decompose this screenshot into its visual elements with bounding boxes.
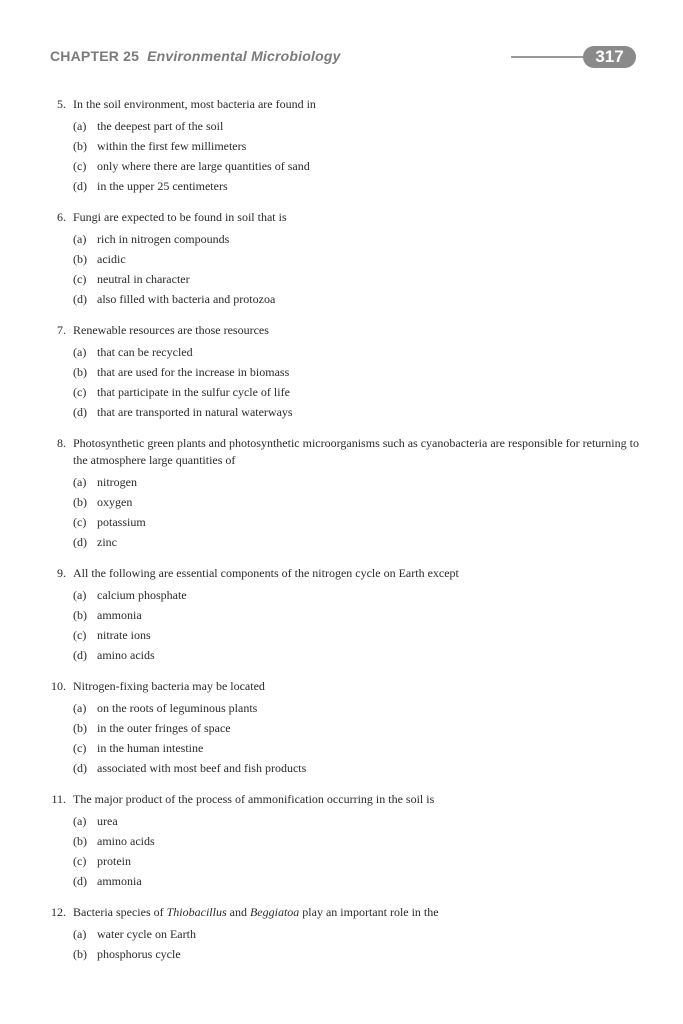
question-number: 10. bbox=[51, 679, 66, 693]
question-11 bbox=[0, 791, 683, 891]
option-item bbox=[0, 176, 683, 196]
option-item bbox=[0, 512, 683, 532]
option-letter: (b) bbox=[73, 721, 87, 735]
question-number: 7. bbox=[57, 323, 66, 337]
option-item bbox=[0, 402, 683, 422]
option-letter: (d) bbox=[73, 535, 87, 549]
question-number: 6. bbox=[57, 210, 66, 224]
option-letter: (a) bbox=[73, 345, 87, 359]
option-text: that participate in the sulfur cycle of life bbox=[97, 385, 290, 399]
question-number: 9. bbox=[57, 566, 66, 580]
chapter-label: CHAPTER 25 bbox=[50, 48, 140, 64]
option-list bbox=[0, 698, 683, 778]
option-item bbox=[0, 738, 683, 758]
option-item bbox=[0, 758, 683, 778]
option-letter: (c) bbox=[73, 628, 87, 642]
option-item bbox=[0, 831, 683, 851]
option-item bbox=[0, 585, 683, 605]
running-head bbox=[50, 48, 341, 64]
question-8 bbox=[0, 435, 683, 552]
option-letter: (a) bbox=[73, 475, 87, 489]
option-letter: (b) bbox=[73, 365, 87, 379]
option-letter: (c) bbox=[73, 385, 87, 399]
option-letter: (b) bbox=[73, 252, 87, 266]
option-text: ammonia bbox=[97, 874, 142, 888]
option-text: phosphorus cycle bbox=[97, 947, 181, 961]
option-item bbox=[0, 289, 683, 309]
option-letter: (a) bbox=[73, 119, 87, 133]
question-9 bbox=[0, 565, 683, 665]
question-stem: Fungi are expected to be found in soil that is bbox=[73, 210, 287, 224]
option-letter: (d) bbox=[73, 648, 87, 662]
stem-text: and bbox=[226, 905, 250, 919]
option-text: calcium phosphate bbox=[97, 588, 187, 602]
option-item bbox=[0, 924, 683, 944]
option-letter: (c) bbox=[73, 515, 87, 529]
option-letter: (c) bbox=[73, 741, 87, 755]
option-item bbox=[0, 362, 683, 382]
option-item bbox=[0, 136, 683, 156]
option-item bbox=[0, 249, 683, 269]
option-letter: (a) bbox=[73, 701, 87, 715]
option-list bbox=[0, 229, 683, 309]
question-12 bbox=[0, 904, 683, 964]
option-item bbox=[0, 605, 683, 625]
option-letter: (d) bbox=[73, 761, 87, 775]
option-item bbox=[0, 718, 683, 738]
option-text: neutral in character bbox=[97, 272, 190, 286]
option-text: also filled with bacteria and protozoa bbox=[97, 292, 276, 306]
option-text: only where there are large quantities of sand bbox=[97, 159, 310, 173]
question-stem bbox=[73, 904, 643, 921]
option-letter: (d) bbox=[73, 292, 87, 306]
option-text: acidic bbox=[97, 252, 126, 266]
option-text: on the roots of leguminous plants bbox=[97, 701, 258, 715]
option-letter: (c) bbox=[73, 272, 87, 286]
option-item bbox=[0, 811, 683, 831]
option-list bbox=[0, 116, 683, 196]
question-number: 8. bbox=[57, 436, 66, 450]
option-text: potassium bbox=[97, 515, 146, 529]
option-item bbox=[0, 698, 683, 718]
option-text: zinc bbox=[97, 535, 117, 549]
question-stem: Renewable resources are those resources bbox=[73, 323, 269, 337]
option-text: associated with most beef and fish products bbox=[97, 761, 307, 775]
page-number-badge: 317 bbox=[583, 46, 636, 68]
option-text: urea bbox=[97, 814, 118, 828]
question-stem: In the soil environment, most bacteria are found in bbox=[73, 97, 316, 111]
option-list bbox=[0, 924, 683, 964]
question-stem: Photosynthetic green plants and photosynthetic microorganisms such as cyanobacteria are responsible for returning to the atmosphere large quantities of bbox=[73, 436, 639, 467]
question-number: 11. bbox=[51, 792, 66, 806]
genus-name: Thiobacillus bbox=[166, 905, 227, 919]
option-text: nitrogen bbox=[97, 475, 137, 489]
genus-name: Beggiatoa bbox=[249, 905, 300, 919]
option-text: protein bbox=[97, 854, 131, 868]
question-number: 12. bbox=[51, 905, 66, 919]
option-item bbox=[0, 269, 683, 289]
option-item bbox=[0, 342, 683, 362]
option-text: that are used for the increase in biomass bbox=[97, 365, 290, 379]
option-list bbox=[0, 585, 683, 665]
option-letter: (b) bbox=[73, 608, 87, 622]
option-item bbox=[0, 229, 683, 249]
question-number: 5. bbox=[57, 97, 66, 111]
option-text: amino acids bbox=[97, 834, 155, 848]
option-letter: (c) bbox=[73, 159, 87, 173]
option-text: that are transported in natural waterways bbox=[97, 405, 293, 419]
option-item bbox=[0, 851, 683, 871]
option-text: that can be recycled bbox=[97, 345, 193, 359]
option-letter: (a) bbox=[73, 588, 87, 602]
option-item bbox=[0, 625, 683, 645]
option-letter: (d) bbox=[73, 405, 87, 419]
question-stem: All the following are essential components of the nitrogen cycle on Earth except bbox=[73, 566, 459, 580]
option-item bbox=[0, 156, 683, 176]
option-letter: (a) bbox=[73, 232, 87, 246]
option-text: oxygen bbox=[97, 495, 133, 509]
option-item bbox=[0, 116, 683, 136]
option-letter: (c) bbox=[73, 854, 87, 868]
option-item bbox=[0, 944, 683, 964]
option-text: the deepest part of the soil bbox=[97, 119, 224, 133]
option-text: within the first few millimeters bbox=[97, 139, 247, 153]
option-list bbox=[0, 472, 683, 552]
option-text: amino acids bbox=[97, 648, 155, 662]
question-list bbox=[0, 96, 683, 977]
option-item bbox=[0, 871, 683, 891]
option-text: in the upper 25 centimeters bbox=[97, 179, 228, 193]
stem-text: play an important role in the bbox=[299, 905, 439, 919]
header-rule bbox=[511, 56, 591, 58]
question-5 bbox=[0, 96, 683, 196]
option-letter: (b) bbox=[73, 834, 87, 848]
question-7 bbox=[0, 322, 683, 422]
question-6 bbox=[0, 209, 683, 309]
option-letter: (a) bbox=[73, 927, 87, 941]
option-item bbox=[0, 645, 683, 665]
option-text: in the human intestine bbox=[97, 741, 204, 755]
question-10 bbox=[0, 678, 683, 778]
stem-text: Bacteria species of bbox=[73, 905, 167, 919]
option-text: in the outer fringes of space bbox=[97, 721, 231, 735]
option-letter: (d) bbox=[73, 874, 87, 888]
option-text: water cycle on Earth bbox=[97, 927, 196, 941]
option-item bbox=[0, 472, 683, 492]
page-header bbox=[0, 0, 683, 80]
option-text: ammonia bbox=[97, 608, 142, 622]
option-letter: (d) bbox=[73, 179, 87, 193]
option-item bbox=[0, 532, 683, 552]
option-letter: (b) bbox=[73, 947, 87, 961]
chapter-title: Environmental Microbiology bbox=[147, 48, 341, 64]
option-item bbox=[0, 492, 683, 512]
option-letter: (a) bbox=[73, 814, 87, 828]
option-list bbox=[0, 342, 683, 422]
option-letter: (b) bbox=[73, 139, 87, 153]
option-letter: (b) bbox=[73, 495, 87, 509]
option-text: nitrate ions bbox=[97, 628, 151, 642]
option-list bbox=[0, 811, 683, 891]
question-stem: The major product of the process of ammonification occurring in the soil is bbox=[73, 792, 435, 806]
option-item bbox=[0, 382, 683, 402]
question-stem: Nitrogen-fixing bacteria may be located bbox=[73, 679, 265, 693]
option-text: rich in nitrogen compounds bbox=[97, 232, 230, 246]
